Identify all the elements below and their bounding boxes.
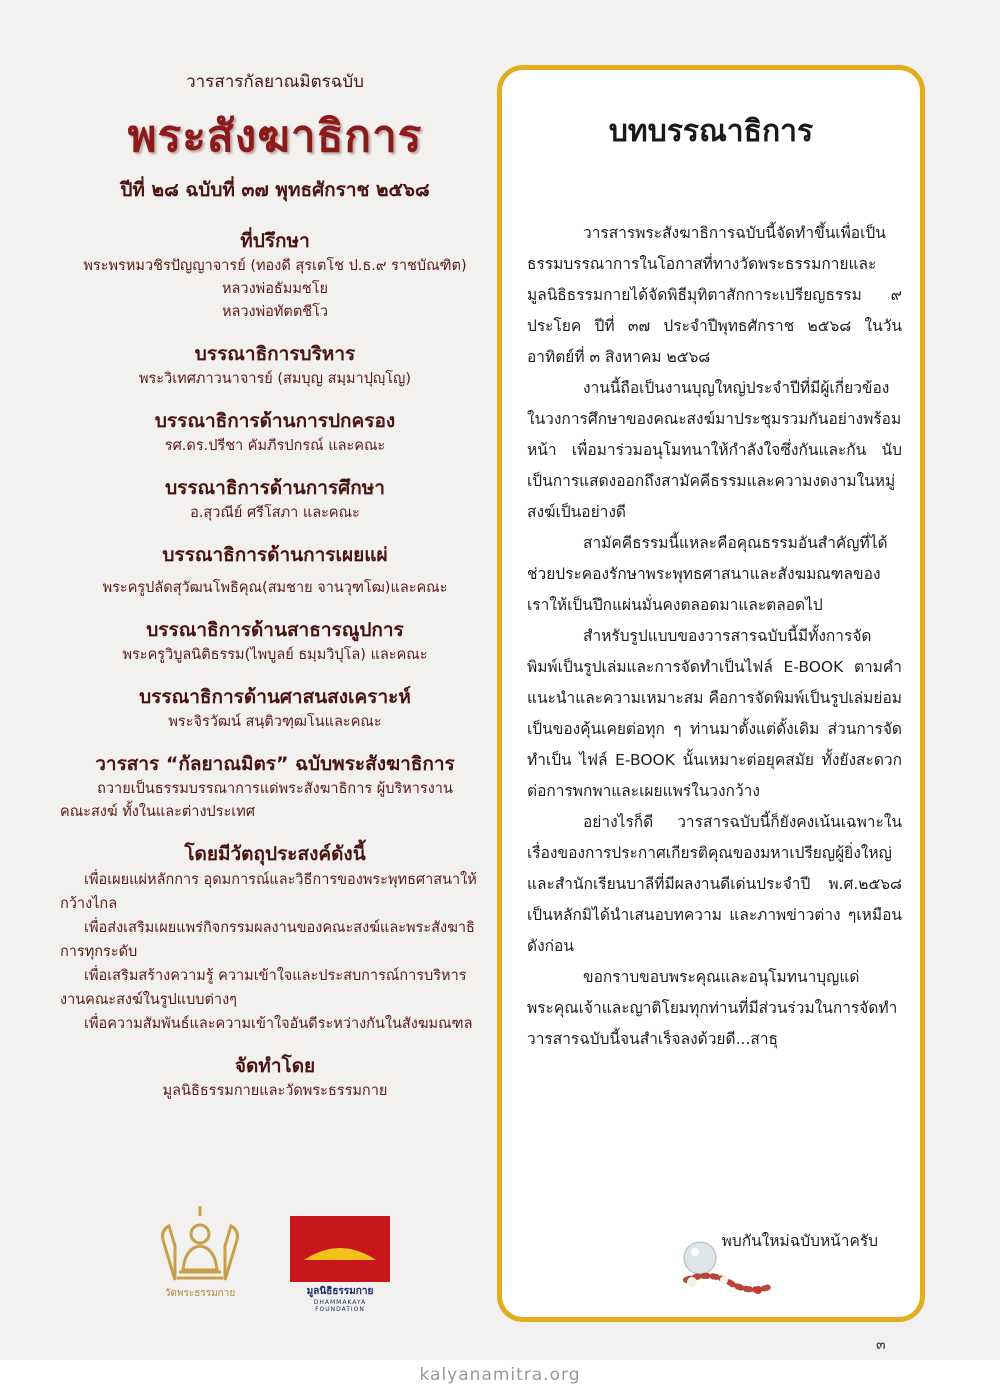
foundation-name-th: มูลนิธิธรรมกาย xyxy=(306,1286,374,1297)
objective-item: เพื่อเผยแผ่หลักการ อุดมการณ์และวิธีการของพระพุทธศาสนาให้กว้างไกล xyxy=(60,872,477,912)
logos xyxy=(145,1200,405,1313)
welfare-editor-name: พระจิรวัฒน์ สนฺติวฑฺฒโนและคณะ xyxy=(168,714,382,730)
objectives-section xyxy=(60,840,490,1036)
public-editor-name: พระครูวิบูลนิติธรรม(ไพบูลย์ ธมฺมวิปุโล) และคณะ xyxy=(122,647,428,663)
editorial-body xyxy=(527,218,902,1055)
magazine-subtitle: วารสารกัลยาณมิตรฉบับ xyxy=(186,72,364,92)
editorial-signoff: พบกันใหม่ฉบับหน้าครับ xyxy=(721,1232,878,1250)
prop-editor-heading: บรรณาธิการด้านการเผยแผ่ xyxy=(162,544,388,566)
advisor-section xyxy=(60,227,490,324)
editorial-paragraph: สำหรับรูปแบบของวารสารฉบับนี้มีทั้งการจัดพิมพ์เป็นรูปเล่มและการจัดทำเป็นไฟล์ E-BOOK ตามคำแนะนำและความเหมาะสม คือการจัดพิมพ์เป็นรูปเล่มย่อมเป็นของคุ้นเคยต่อทุก ๆ ท่านมาตั้งแต่ดั้งเดิม ส่วนการจัดทำเป็น ไฟล์ E-BOOK นั้นเหมาะต่อยุคสมัย ทั้งยังสะดวกต่อการพกพาและเผยแพร่ในวงกว้าง xyxy=(527,627,902,800)
journal-line: คณะสงฆ์ ทั้งในและต่างประเทศ xyxy=(60,804,256,820)
prop-editor-section xyxy=(60,541,490,600)
objective-item: เพื่อส่งเสริมเผยแพร่กิจกรรมผลงานของคณะสงฆ์และพระสังฆาธิการทุกระดับ xyxy=(60,920,475,960)
foundation-name-en: DHAMMAKAYA FOUNDATION xyxy=(313,1299,367,1313)
advisor-line: หลวงพ่อทัตตชีโว xyxy=(221,304,329,320)
editorial-paragraph: วารสารพระสังฆาธิการฉบับนี้จัดทำขึ้นเพื่อเป็นธรรมบรรณาการในโอกาสที่ทางวัดพระธรรมกายและมูลนิธิธรรมกายได้จัดพิธีมุทิตาสักการะเปรียญธรรม ๙ ประโยค ปีที่ ๓๗ ประจำปีพุทธศักราช ๒๕๖๘ ในวันอาทิตย์ที่ ๓ สิงหาคม ๒๕๖๘ xyxy=(527,224,902,366)
editorial-box xyxy=(497,65,925,1322)
edu-editor-name: อ.สุวณีย์ ศรีโสภา และคณะ xyxy=(190,505,360,521)
exec-editor-heading: บรรณาธิการบริหาร xyxy=(194,343,356,365)
magazine-title: พระสังฆาธิการ xyxy=(127,111,423,162)
prop-editor-name: พระครูปลัดสุวัฒนโพธิคุณ(สมชาย จานวุฑโฒ)และคณะ xyxy=(102,580,448,596)
edu-editor-heading: บรรณาธิการด้านการศึกษา xyxy=(165,477,385,499)
editorial-paragraph: อย่างไรก็ดี วารสารฉบับนี้ก็ยังคงเน้นเฉพาะในเรื่องของการประกาศเกียรติคุณของมหาเปรียญผู้ยิ่งใหญ่และสำนักเรียนบาลีที่มีผลงานดีเด่นประจำปี พ.ศ.๒๕๖๘ เป็นหลักมิได้นำเสนอบทความ และภาพข่าวต่าง ๆเหมือนดังก่อน xyxy=(527,813,902,955)
welfare-editor-section xyxy=(60,683,490,734)
editorial-paragraph: ขอกราบขอบพระคุณและอนุโมทนาบุญแด่พระคุณเจ้าและญาติโยมทุกท่านที่มีส่วนร่วมในการจัดทำวารสารฉบับนี้จนสำเร็จลงด้วยดี...สาธุ xyxy=(527,968,898,1048)
temple-emblem-icon xyxy=(155,1200,245,1286)
edu-editor-section xyxy=(60,474,490,525)
gov-editor-section xyxy=(60,407,490,458)
objective-item: เพื่อเสริมสร้างความรู้ ความเข้าใจและประสบการณ์การบริหารงานคณะสงฆ์ในรูปแบบต่างๆ xyxy=(60,968,467,1008)
exec-editor-name: พระวิเทศภาวนาจารย์ (สมบุญ สมฺมาปุญฺโญ) xyxy=(138,371,412,387)
welfare-editor-heading: บรรณาธิการด้านศาสนสงเคราะห์ xyxy=(139,686,411,708)
advisor-heading: ที่ปรึกษา xyxy=(240,230,310,252)
advisor-line: หลวงพ่อธัมมชโย xyxy=(221,281,329,297)
editorial-title: บทบรรณาธิการ xyxy=(608,114,814,149)
objectives-heading: โดยมีวัตถุประสงค์ดังนี้ xyxy=(184,843,366,865)
advisor-line: พระพรหมวชิรปัญญาจารย์ (ทองดี สุรเตโช ป.ธ.๙ ราชบัณฑิต) xyxy=(83,258,467,274)
page-number: ๓ xyxy=(876,1337,886,1353)
stupa-icon xyxy=(290,1216,390,1282)
editorial-paragraph: สามัคคีธรรมนี้แหละคือคุณธรรมอันสำคัญที่ได้ช่วยประคองรักษาพระพุทธศาสนาและสังฆมณฑลของเราให้เป็นปึกแผ่นมั่นคงตลอดมาและตลอดไป xyxy=(527,534,888,614)
issue-info: ปีที่ ๒๘ ฉบับที่ ๓๗ พุทธศักราช ๒๕๖๘ xyxy=(120,179,430,201)
gov-editor-name: รศ.ดร.ปรีชา คัมภีรปกรณ์ และคณะ xyxy=(164,438,386,454)
wat-phra-dhammakaya-logo xyxy=(145,1200,255,1310)
footer-url: kalyanamitra.org xyxy=(419,1365,581,1385)
dhammakaya-foundation-logo xyxy=(290,1216,390,1313)
journal-heading: วารสาร “กัลยาณมิตร” ฉบับพระสังฆาธิการ xyxy=(95,753,455,775)
crystal-ball-garland-icon xyxy=(672,1230,782,1300)
public-editor-heading: บรรณาธิการด้านสาธารณูปการ xyxy=(146,619,404,641)
gov-editor-heading: บรรณาธิการด้านการปกครอง xyxy=(154,410,396,432)
objective-item: เพื่อความสัมพันธ์และความเข้าใจอันดีระหว่างกันในสังฆมณฑล xyxy=(84,1016,473,1032)
exec-editor-section xyxy=(60,340,490,391)
wat-caption: วัดพระธรรมกาย xyxy=(164,1288,236,1299)
foundation-emblem xyxy=(290,1216,390,1282)
journal-section xyxy=(60,750,490,824)
masthead-column xyxy=(60,68,490,1119)
producer-heading: จัดทำโดย xyxy=(234,1055,316,1077)
journal-line: ถวายเป็นธรรมบรรณาการแด่พระสังฆาธิการ ผู้บริหารงาน xyxy=(97,781,453,797)
public-editor-section xyxy=(60,616,490,667)
producer-section xyxy=(60,1052,490,1103)
producer-name: มูลนิธิธรรมกายและวัดพระธรรมกาย xyxy=(162,1083,388,1099)
editorial-paragraph: งานนี้ถือเป็นงานบุญใหญ่ประจำปีที่มีผู้เกี่ยวข้องในวงการศึกษาของคณะสงฆ์มาประชุมรวมกันอย่างพร้อมหน้า เพื่อมาร่วมอนุโมทนาให้กำลังใจซึ่งกันและกัน นับเป็นการแสดงออกถึงสามัคคีธรรมและความงดงามในหมู่สงฆ์เป็นอย่างดี xyxy=(527,379,902,521)
